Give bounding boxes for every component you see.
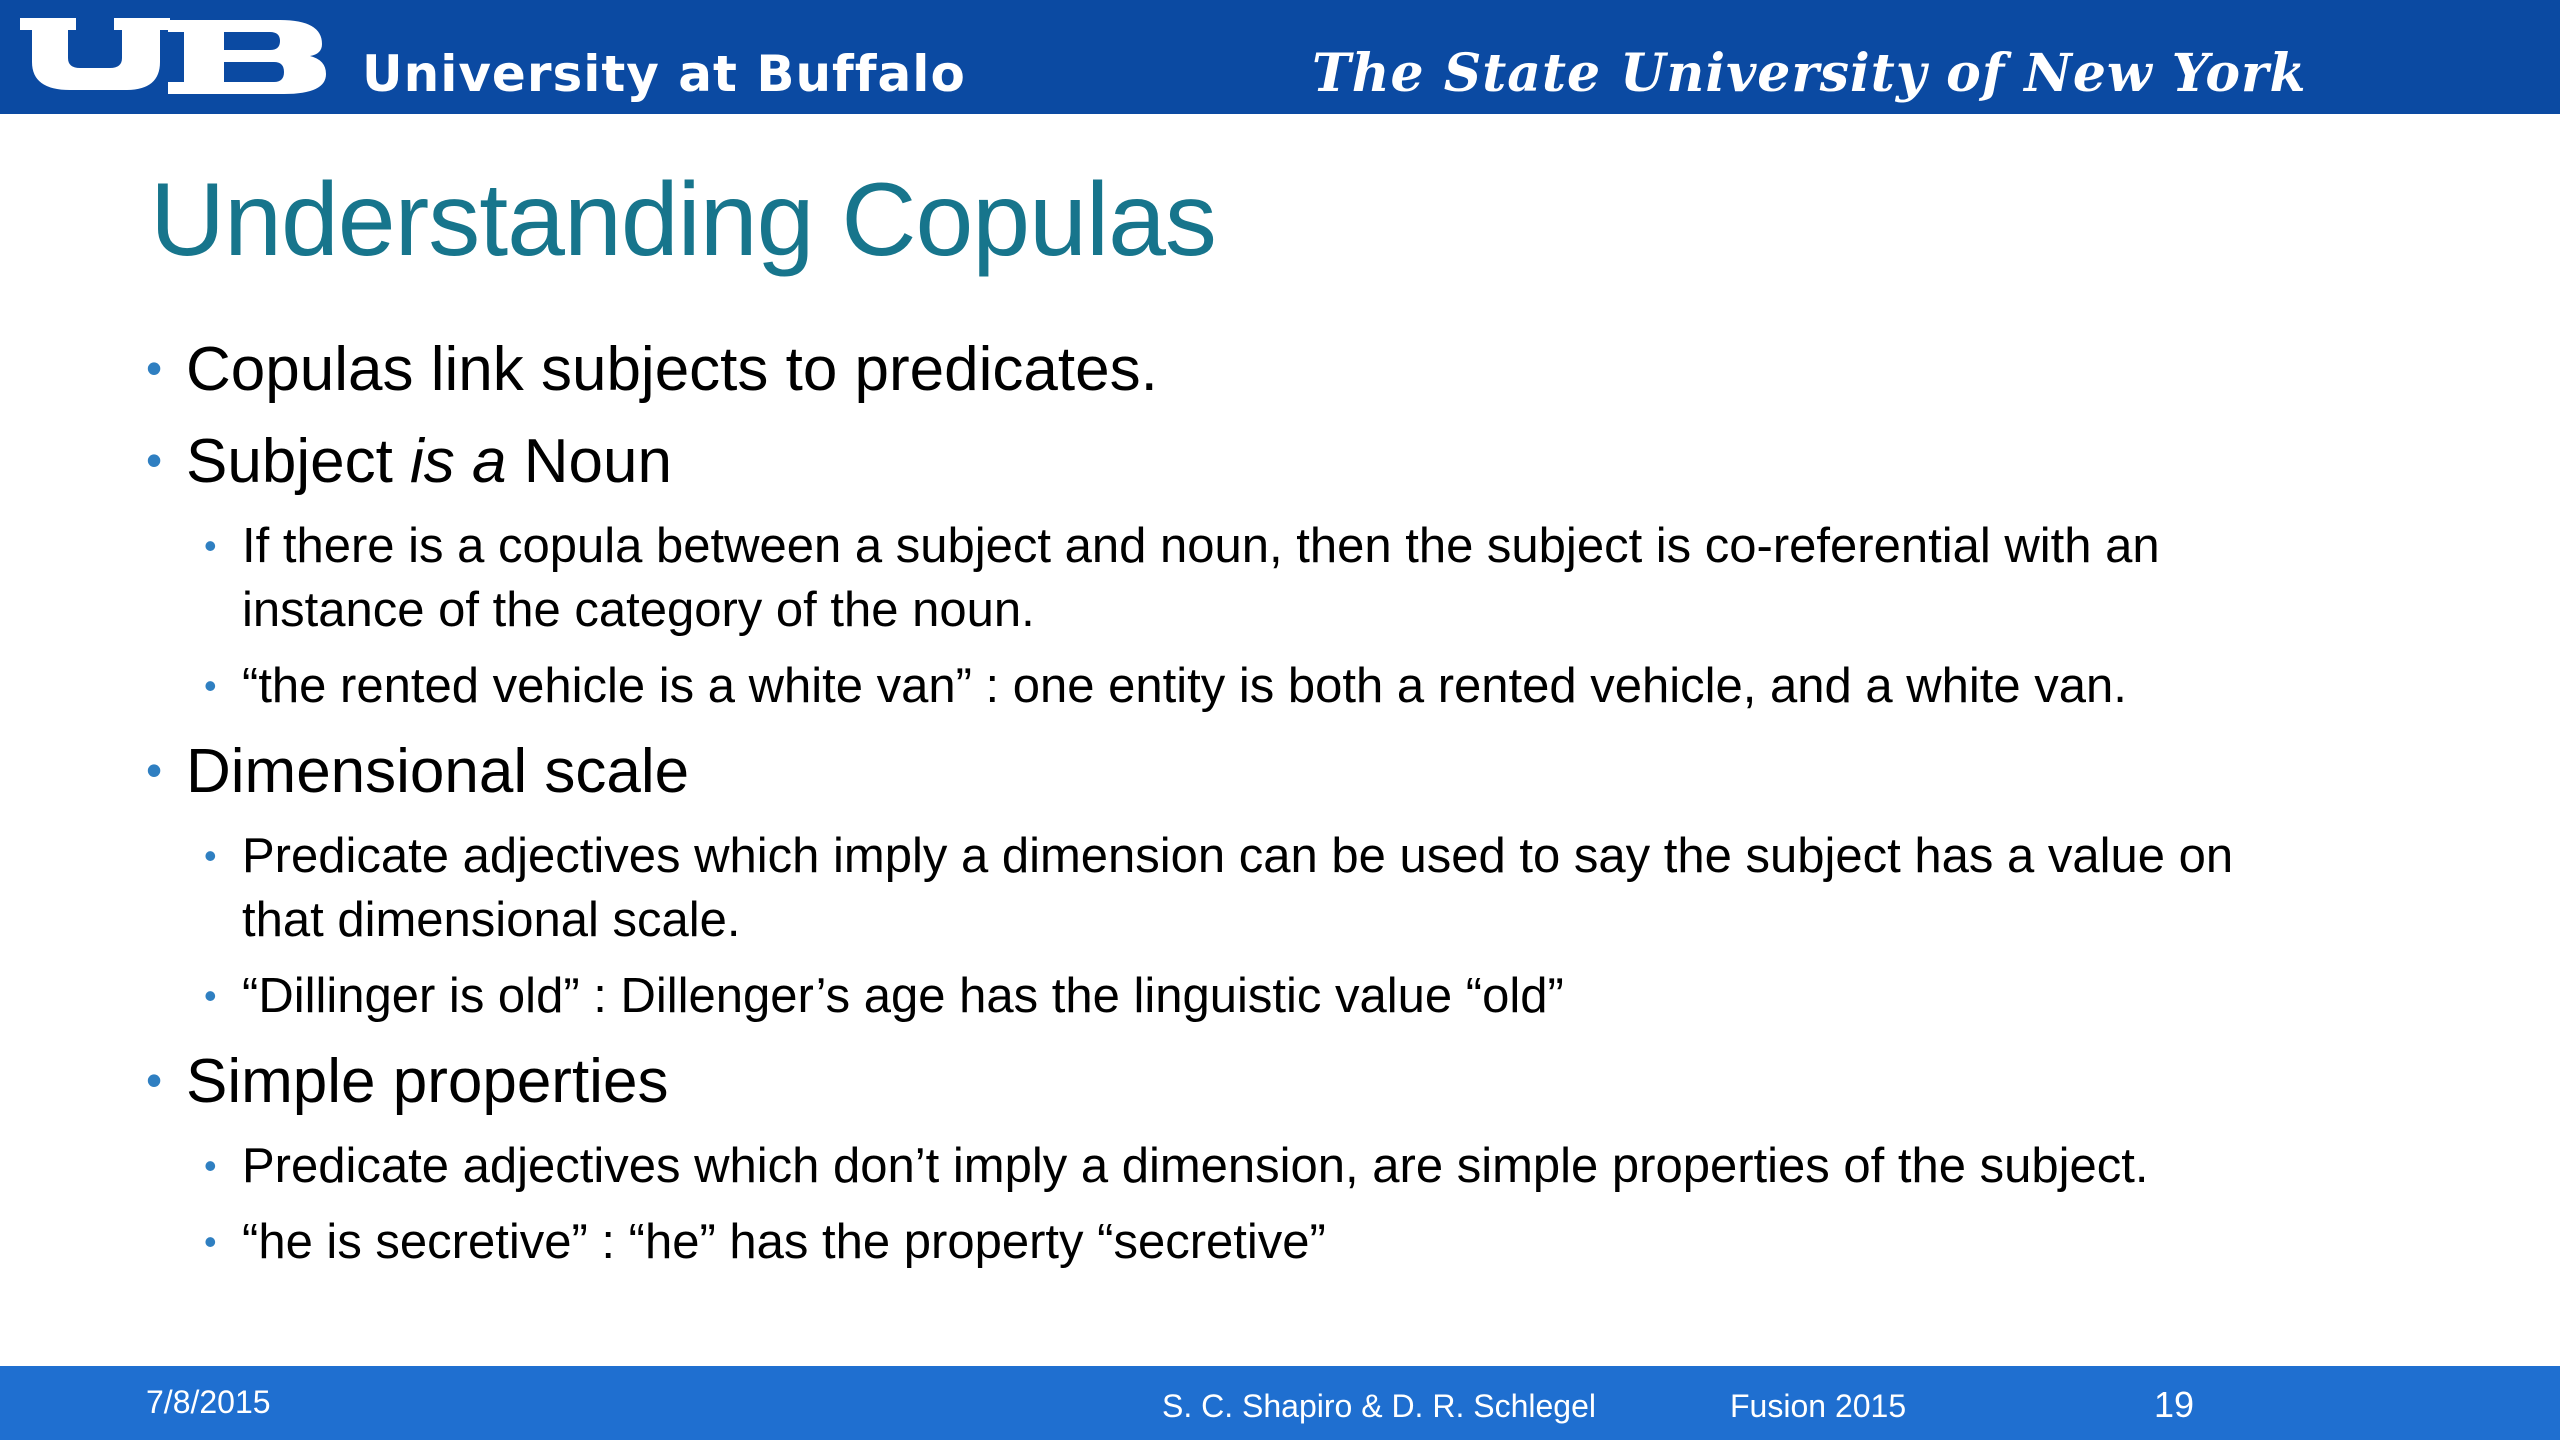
bullet-text: Simple properties	[186, 1047, 669, 1116]
bullet-text: instance of the category of the noun.	[242, 583, 1035, 637]
footer-bar	[0, 1366, 2560, 1440]
bullet-dot-icon: •	[204, 975, 217, 1016]
bullet-dot-icon: •	[146, 744, 163, 796]
bullet-level2	[204, 514, 2160, 578]
bullet-level2	[204, 824, 2234, 888]
bullet-continuation	[242, 888, 740, 952]
footer-date: 7/8/2015	[146, 1384, 271, 1420]
bullet-text: that dimensional scale.	[242, 893, 741, 947]
bullet-continuation	[242, 578, 1035, 642]
footer-page-number: 19	[2154, 1384, 2195, 1425]
bullet-text-post: Noun	[506, 427, 672, 496]
university-name: University at Buffalo	[362, 45, 966, 103]
bullet-level1	[146, 424, 672, 500]
slide-title: Understanding Copulas	[150, 162, 1216, 278]
bullet-dot-icon: •	[204, 1221, 217, 1262]
bullet-text: Predicate adjectives which imply a dimension can be used to say the subject has a value on	[242, 829, 2234, 883]
university-tagline: The State University of New York	[1312, 43, 2307, 104]
bullet-dot-icon: •	[146, 1054, 163, 1106]
bullet-text: Copulas link subjects to predicates.	[186, 335, 1158, 404]
bullet-dot-icon: •	[146, 342, 163, 394]
bullet-text: “Dillinger is old” : Dillenger’s age has the linguistic value “old”	[242, 969, 1564, 1023]
bullet-text-pre: Subject	[186, 427, 411, 496]
bullet-level2	[204, 964, 1564, 1028]
bullet-text: Predicate adjectives which don’t imply a dimension, are simple properties of the subject.	[242, 1139, 2149, 1193]
bullet-level2	[204, 1134, 2149, 1198]
bullet-level2	[204, 1210, 1326, 1274]
bullet-dot-icon: •	[204, 665, 217, 706]
bullet-level1	[146, 332, 1158, 408]
bullet-text: “he is secretive” : “he” has the property “secretive”	[242, 1215, 1326, 1269]
bullet-text: Dimensional scale	[186, 737, 690, 806]
bullet-dot-icon: •	[204, 835, 217, 876]
bullet-level1	[146, 1044, 669, 1120]
bullet-text-emphasis: is a	[410, 427, 507, 496]
bullet-dot-icon: •	[204, 1145, 217, 1186]
bullet-dot-icon: •	[204, 525, 217, 566]
footer-event: Fusion 2015	[1730, 1388, 1907, 1424]
bullet-dot-icon: •	[146, 434, 163, 486]
bullet-text: If there is a copula between a subject and noun, then the subject is co-referential with an	[242, 519, 2160, 573]
bullet-level1	[146, 734, 690, 810]
footer-authors: S. C. Shapiro & D. R. Schlegel	[1162, 1388, 1596, 1424]
bullet-level2	[204, 654, 2127, 718]
bullet-text: “the rented vehicle is a white van” : one entity is both a rented vehicle, and a white van.	[242, 659, 2127, 713]
